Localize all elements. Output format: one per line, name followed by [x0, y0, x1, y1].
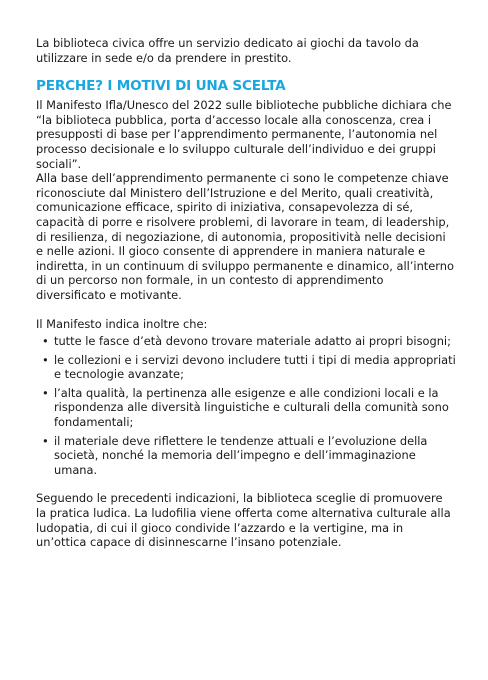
bullet-icon: •	[42, 334, 49, 349]
list-item-text: tutte le fasce d’età devono trovare materiale adatto ai propri bisogni;	[54, 334, 451, 349]
intro-paragraph: La biblioteca civica offre un servizio dedicato ai giochi da tavolo da utilizzare in sede e/o da prendere in prestito.	[36, 36, 419, 65]
list-item-text: l’alta qualità, la pertinenza alle esigenze e alle condizioni locali e la rispondenza alle diversità linguistiche e culturali della comunità sono fondamentali;	[54, 385, 449, 430]
manifesto-paragraph: Il Manifesto Ifla/Unesco del 2022 sulle biblioteche pubbliche dichiara che “la biblioteca pubblica, porta d’accesso locale alla conoscenza, crea i presupposti di base per l’apprendimento permanente, l’autonomia nel processo decisionale e lo sviluppo culturale dell’individuo e dei gruppi sociali”.	[36, 98, 452, 171]
bullet-icon: •	[42, 385, 49, 400]
list-item	[36, 434, 456, 478]
list-item-text: il materiale deve riflettere le tendenze attuali e l’evoluzione della società, nonché la memoria dell’impegno e dell’immaginazione umana.	[54, 433, 428, 477]
list-item	[36, 353, 456, 382]
manifesto-list	[36, 334, 456, 477]
list-item	[36, 334, 456, 349]
section-heading: PERCHE? I MOTIVI DI UNA SCELTA	[36, 78, 286, 95]
bullet-icon: •	[42, 352, 49, 367]
bullet-icon: •	[42, 433, 49, 448]
list-intro: Il Manifesto indica inoltre che:	[36, 316, 208, 331]
list-item-text: le collezioni e i servizi devono includere tutti i tipi di media appropriati e tecnologie avanzate;	[54, 352, 456, 382]
document-page	[36, 36, 456, 550]
list-item	[36, 386, 456, 430]
key-competences-paragraph: Alla base dell’apprendimento permanente ci sono le competenze chiave riconosciute dal Ministero dell’Istruzione e del Merito, quali creatività, comunicazione efficace, spirito di iniziativa, consapevolezza di sé, capacità di porre e risolvere problemi, di lavorare in team, di leadership, di resilienza, di negoziazione, di autonomia, propositività nelle decisioni e nelle azioni. Il gioco consente di apprendere in maniera naturale e indiretta, in un continuum di sviluppo permanente e dinamico, all’interno di un percorso non formale, in un contesto di apprendimento diversificato e motivante.	[36, 171, 454, 302]
closing-paragraph: Seguendo le precedenti indicazioni, la biblioteca sceglie di promuovere la pratica ludica. La ludofilia viene offerta come alternativa culturale alla ludopatia, di cui il gioco condivide l’azzardo e la vertigine, ma in un’ottica capace di disinnescarne l’insano potenziale.	[36, 491, 451, 550]
